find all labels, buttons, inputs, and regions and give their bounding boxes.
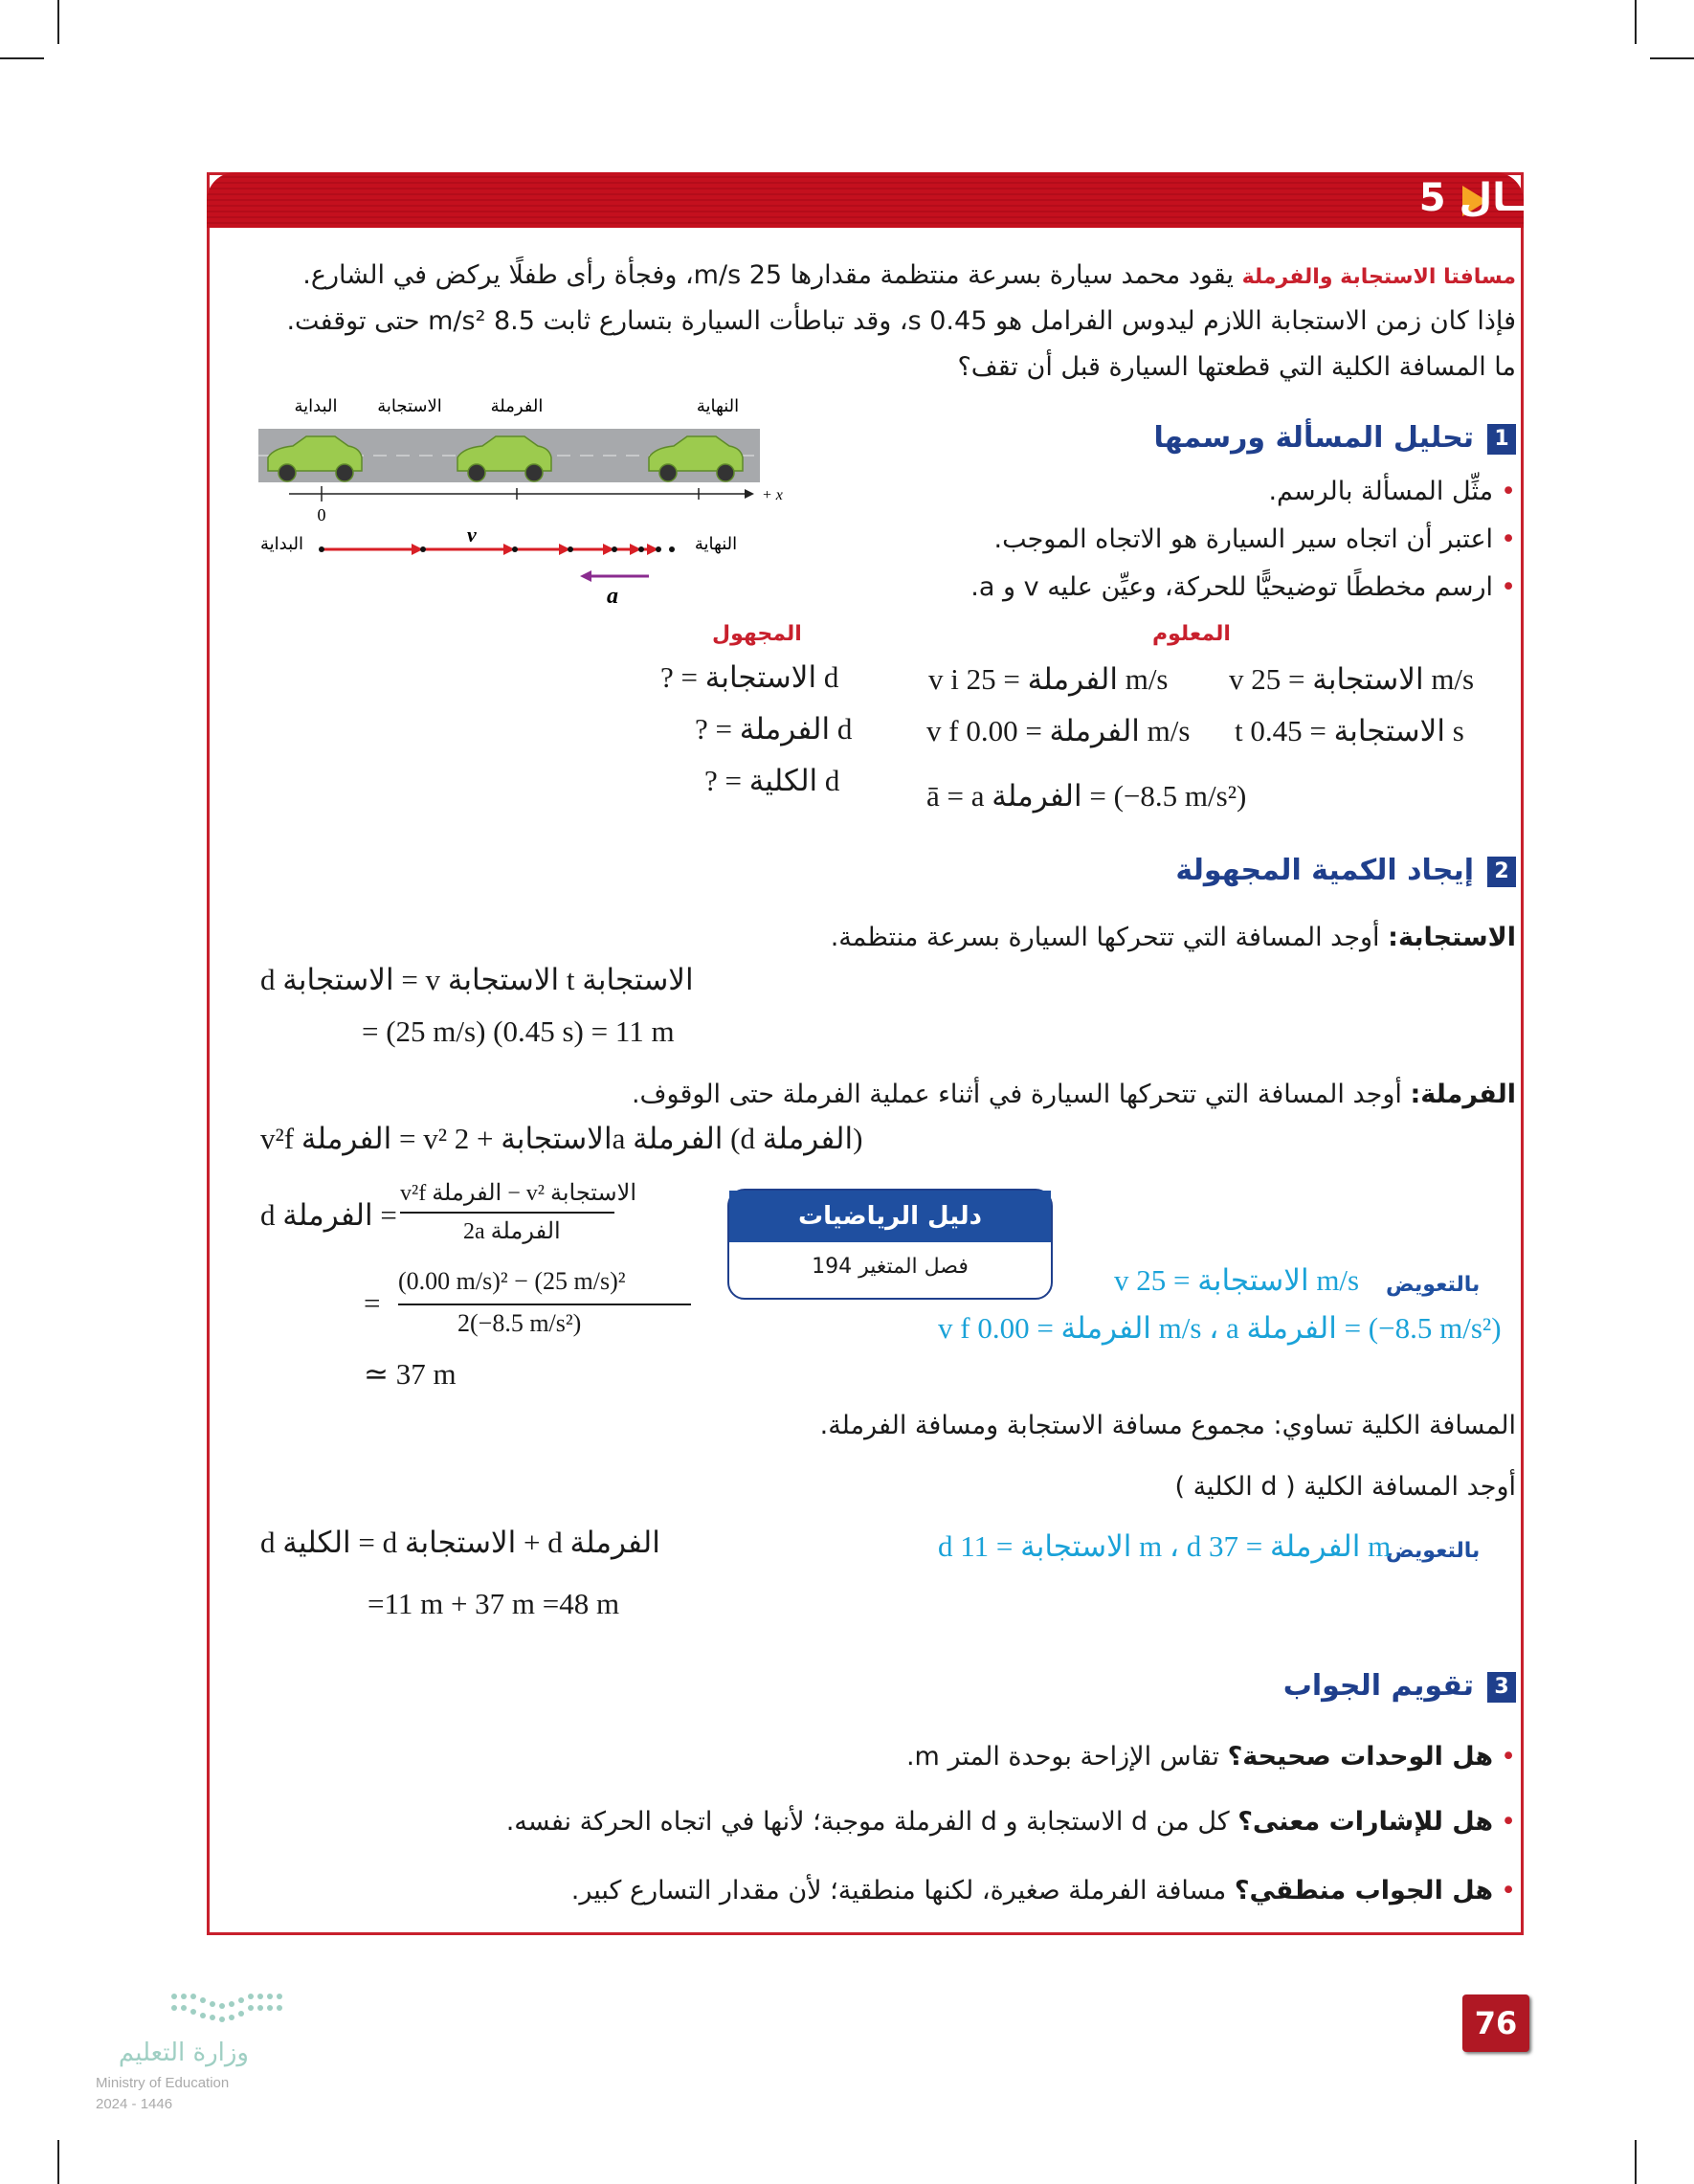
braking-equation-2-lhs: d الفرملة = <box>260 1198 397 1232</box>
velocity-label: v <box>467 523 477 546</box>
page-number: 76 <box>1462 1995 1529 2052</box>
problem-line-3: ما المسافة الكلية التي قطعتها السيارة قبل أن تقف؟ <box>957 352 1516 382</box>
velocity-arrows <box>322 544 658 555</box>
response-equation-2: = (25 m/s) (0.45 s) = 11 m <box>362 1014 675 1048</box>
braking-equation-2-denominator: 2a الفرملة <box>463 1219 561 1244</box>
total-distance-find: أوجد المسافة الكلية ( d الكلية ) <box>1174 1472 1516 1502</box>
ministry-logo-icon <box>165 1987 318 2035</box>
diagram-label-end: النهاية <box>696 396 740 416</box>
check-signs: •هل للإشارات معنى؟ كل من d الاستجابة و d الفرملة موجبة؛ لأنها في اتجاه الحركة نفسه. <box>505 1807 1516 1837</box>
response-instruction: الاستجابة: أوجد المسافة التي تتحركها السيارة بسرعة منتظمة. <box>830 923 1516 952</box>
math-guide-reference: فصل المتغير 194 <box>812 1255 969 1279</box>
example-title: مثــــال 5 <box>1418 176 1598 220</box>
check-reasonable: •هل الجواب منطقي؟ مسافة الفرملة صغيرة، لكنها منطقية؛ لأن مقدار التسارع كبير. <box>570 1876 1516 1905</box>
known-label: المعلوم <box>1152 622 1231 646</box>
known-vi-braking: v i الفرملة = 25 m/s <box>928 662 1169 696</box>
problem-lead: مسافتا الاستجابة والفرملة <box>1241 265 1516 289</box>
section-1-heading: 1تحليل المسألة ورسمها <box>1153 421 1516 455</box>
crop-mark <box>1635 0 1637 44</box>
braking-equation-1: v²f الفرملة = v² الاستجابة + 2a الفرملة (d الفرملة) <box>260 1122 863 1155</box>
braking-equation-3-denominator: 2(−8.5 m/s²) <box>457 1309 582 1337</box>
known-t-response: t الاستجابة = 0.45 s <box>1235 714 1464 747</box>
section-2-heading: 2إيجاد الكمية المجهولة <box>1175 854 1516 887</box>
unknown-label: المجهول <box>712 622 802 646</box>
section-1-bullet: •ارسم مخططًا توضيحيًّا للحركة، وعيِّن عليه v و a. <box>970 572 1516 602</box>
crop-mark <box>57 0 59 44</box>
substitution-1b: v f الفرملة = 0.00 m/s ، a الفرملة = (−8.5 m/s²) <box>938 1311 1502 1345</box>
crop-mark <box>1650 57 1694 59</box>
unknown-d-total: d الكلية = ? <box>704 764 840 797</box>
crop-mark <box>0 57 44 59</box>
unknown-d-braking: d الفرملة = ? <box>695 712 853 746</box>
braking-equation-2-numerator: v²f الفرملة − v² الاستجابة <box>400 1181 637 1206</box>
math-guide-title: دليل الرياضيات <box>729 1191 1051 1242</box>
substitution-2: d الاستجابة = 11 m ، d الفرملة = 37 m <box>938 1529 1392 1563</box>
fraction-bar <box>398 1304 691 1305</box>
section-1-bullet: •اعتبر أن اتجاه سير السيارة هو الاتجاه الموجب. <box>993 524 1516 554</box>
diagram-label-start: البداية <box>294 396 338 416</box>
total-equation-1: d الكلية = d الاستجابة + d الفرملة <box>260 1526 660 1559</box>
known-vf-braking: v f الفرملة = 0.00 m/s <box>926 714 1191 747</box>
fraction-bar <box>400 1212 614 1214</box>
braking-result: ≃ 37 m <box>364 1357 457 1391</box>
example-header <box>207 172 1524 228</box>
problem-line-2: فإذا كان زمن الاستجابة اللازم ليدوس الفرامل هو 0.45 s، وقد تباطأت السيارة بتسارع ثابت 8.5 m/s² حتى توقفت. <box>286 306 1516 336</box>
math-guide-card[interactable] <box>727 1189 1053 1300</box>
motion-diagram <box>256 390 783 611</box>
diagram-label-response: الاستجابة <box>377 396 442 416</box>
axis-zero: 0 <box>317 505 326 524</box>
acceleration-label: a <box>607 584 618 609</box>
equals-sign: = <box>364 1286 381 1320</box>
total-distance-text: المسافة الكلية تساوي: مجموع مسافة الاستجابة ومسافة الفرملة. <box>819 1411 1516 1440</box>
section-3-heading: 3تقويم الجواب <box>1283 1669 1516 1703</box>
ministry-name-en: Ministry of Education <box>96 2075 230 2091</box>
braking-equation-3-numerator: (0.00 m/s)² − (25 m/s)² <box>398 1267 626 1295</box>
check-units: •هل الوحدات صحيحة؟ تقاس الإزاحة بوحدة المتر m. <box>905 1742 1516 1772</box>
section-1-bullet: •مثِّل المسألة بالرسم. <box>1268 477 1516 506</box>
edition-year: 2024 - 1446 <box>96 2096 173 2112</box>
diagram-bottom-end: النهاية <box>694 534 738 554</box>
known-acceleration: ā = a الفرملة = (−8.5 m/s²) <box>926 779 1247 813</box>
problem-line-1: مسافتا الاستجابة والفرملة يقود محمد سيارة بسرعة منتظمة مقدارها 25 m/s، وفجأة رأى طفلًا يركض في الشارع. <box>302 260 1516 290</box>
diagram-bottom-start: البداية <box>260 534 304 554</box>
diagram-label-braking: الفرملة <box>490 396 544 416</box>
substitution-label-2: بالتعويض <box>1386 1539 1481 1563</box>
unknown-d-response: d الاستجابة = ? <box>660 660 839 694</box>
response-equation-1: d الاستجابة = v الاستجابة t الاستجابة <box>260 963 694 996</box>
known-v-response: v الاستجابة = 25 m/s <box>1229 662 1475 696</box>
total-equation-2: =11 m + 37 m =48 m <box>368 1587 620 1620</box>
substitution-label: بالتعويض <box>1386 1273 1481 1297</box>
braking-instruction: الفرملة: أوجد المسافة التي تتحركها السيارة في أثناء عملية الفرملة حتى الوقوف. <box>631 1080 1516 1109</box>
axis-x-label: + x <box>762 487 783 503</box>
ministry-name-ar: وزارة التعليم <box>118 2039 249 2067</box>
crop-mark <box>57 2140 59 2184</box>
crop-mark <box>1635 2140 1637 2184</box>
substitution-1a: v الاستجابة = 25 m/s <box>1114 1263 1360 1297</box>
